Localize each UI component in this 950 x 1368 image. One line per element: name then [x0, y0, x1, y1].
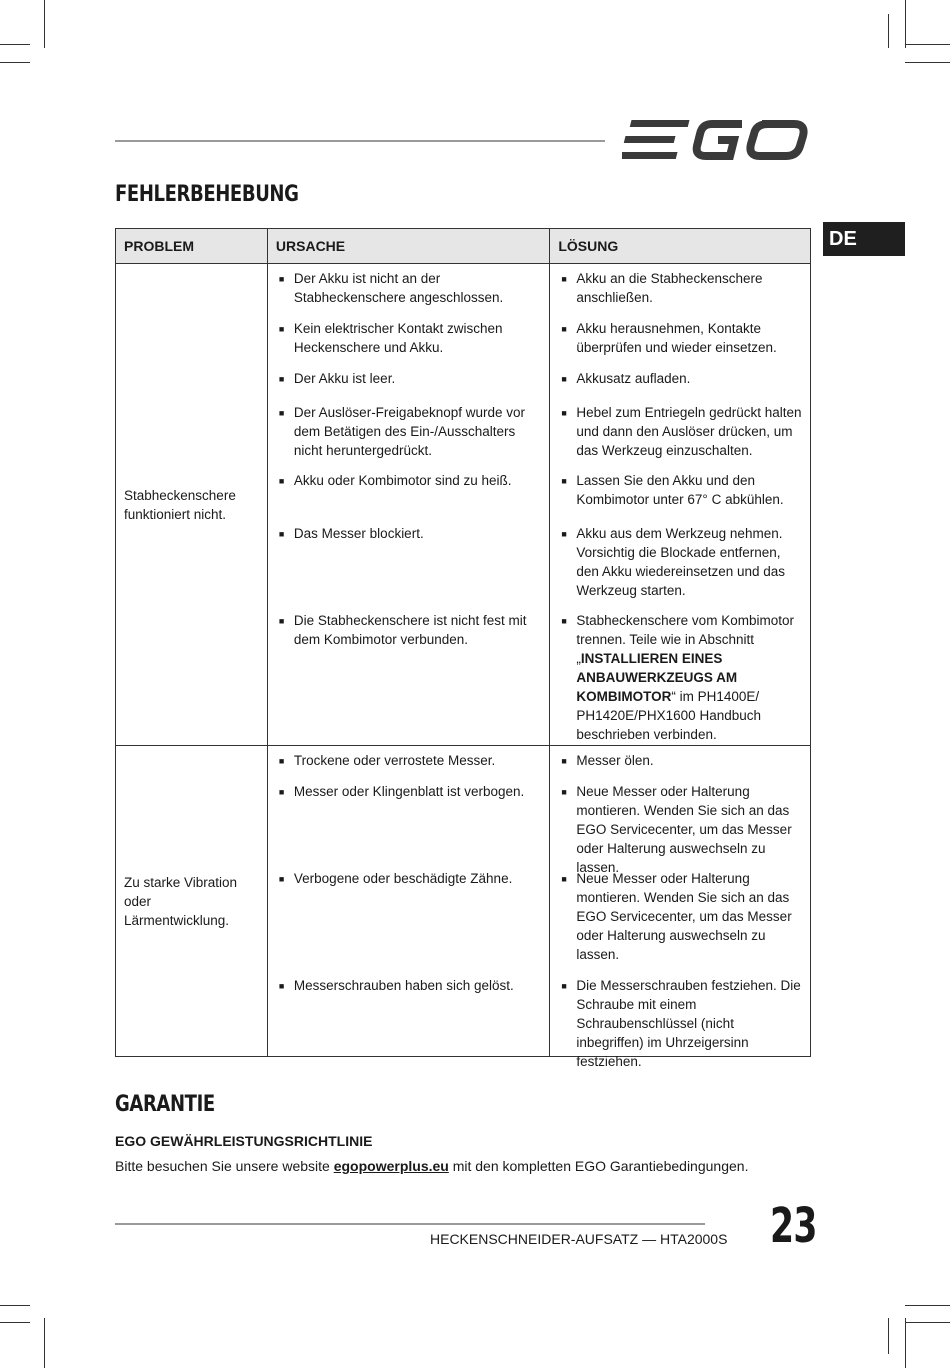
cause-text: Messerschrauben haben sich gelöst.: [293, 978, 514, 993]
solution-text: Hebel zum Entriegeln gedrückt halten und dann den Auslöser drücken, um das Werkzeug einzuschalten.: [576, 405, 802, 458]
crop-mark: [905, 62, 950, 63]
bullet-icon: ■: [561, 787, 567, 797]
warranty-title: GARANTIE: [115, 1092, 215, 1117]
crop-mark: [905, 1322, 950, 1323]
column-header-cause: URSACHE: [267, 229, 549, 264]
bullet-icon: ■: [278, 374, 285, 384]
cause-text: Der Akku ist nicht an der Stabheckenschere angeschlossen.: [293, 271, 504, 305]
cause-text: Das Messer blockiert.: [293, 526, 424, 541]
warranty-text-after: mit den kompletten EGO Garantiebedingungen.: [448, 1158, 749, 1174]
bullet-icon: ■: [561, 529, 567, 539]
crop-mark: [0, 1322, 30, 1323]
solution-text: Neue Messer oder Halterung montieren. Wenden Sie sich an das EGO Servicecenter, um das Messer oder Halterung auswechseln zu lassen.: [576, 784, 792, 875]
page-number: 23: [770, 1198, 817, 1254]
solution-text: Die Messerschrauben festziehen. Die Schraube mit einem Schraubenschlüssel (nicht inbegriffen) im Uhrzeigersinn festziehen.: [576, 978, 801, 1069]
header-rule: [115, 140, 605, 142]
warranty-text: [115, 1158, 748, 1174]
solution-text: Akku aus dem Werkzeug nehmen. Vorsichtig die Blockade entfernen, den Akku wiedereinsetzen und das Werkzeug starten.: [576, 526, 786, 598]
solution-cell: [550, 264, 811, 746]
section-title: FEHLERBEHEBUNG: [115, 182, 299, 207]
bullet-icon: ■: [278, 787, 285, 797]
cause-cell: [267, 264, 549, 746]
website-link[interactable]: egopowerplus.eu: [333, 1158, 449, 1174]
bullet-icon: ■: [561, 374, 567, 384]
crop-mark: [44, 1318, 45, 1368]
solution-text: Akkusatz aufladen.: [576, 371, 691, 386]
footer-product: HECKENSCHNEIDER-AUFSATZ — HTA2000S: [430, 1231, 728, 1247]
crop-mark: [0, 44, 30, 45]
column-header-problem: PROBLEM: [116, 229, 268, 264]
bullet-icon: ■: [278, 529, 285, 539]
bullet-icon: ■: [561, 874, 567, 884]
bullet-icon: ■: [561, 274, 567, 284]
bullet-icon: ■: [561, 756, 567, 766]
bullet-icon: ■: [278, 274, 285, 284]
language-tab: DE: [823, 222, 905, 256]
solution-text: Neue Messer oder Halterung montieren. Wenden Sie sich an das EGO Servicecenter, um das Messer oder Halterung auswechseln zu lassen.: [576, 871, 792, 962]
bullet-icon: ■: [278, 756, 285, 766]
cause-text: Kein elektrischer Kontakt zwischen Heckenschere und Akku.: [293, 321, 503, 355]
crop-mark: [44, 0, 45, 48]
problem-cell: Zu starke Vibration oder Lärmentwicklung.: [116, 746, 268, 1057]
solution-text: Akku herausnehmen, Kontakte überprüfen und wieder einsetzen.: [576, 321, 777, 355]
bullet-icon: ■: [561, 981, 567, 991]
bullet-icon: ■: [561, 408, 567, 418]
column-header-solution: LÖSUNG: [550, 229, 811, 264]
bullet-icon: ■: [278, 408, 285, 418]
crop-mark: [905, 1318, 906, 1368]
bullet-icon: ■: [278, 874, 285, 884]
crop-mark: [888, 1318, 889, 1354]
bullet-icon: ■: [561, 476, 567, 486]
solution-text: Akku an die Stabheckenschere anschließen.: [576, 271, 763, 305]
cause-cell: [267, 746, 549, 1057]
table-row: [116, 746, 811, 1057]
bullet-icon: ■: [278, 616, 285, 626]
solution-text: Messer ölen.: [576, 753, 654, 768]
crop-mark: [0, 1305, 30, 1306]
table-row: [116, 264, 811, 746]
warranty-subtitle: EGO GEWÄHRLEISTUNGSRICHTLINIE: [115, 1133, 373, 1149]
solution-text-part: “ im PH1400E/ PH1420E/PHX1600 Handbuch beschrieben verbinden.: [576, 689, 761, 742]
troubleshooting-table: [115, 228, 811, 1069]
ego-logo: [622, 118, 810, 162]
bullet-icon: ■: [278, 324, 285, 334]
cause-text: Trockene oder verrostete Messer.: [293, 753, 496, 768]
crop-mark: [905, 0, 906, 48]
crop-mark: [905, 1305, 950, 1306]
cause-text: Der Akku ist leer.: [293, 371, 396, 386]
solution-text-part: Stabheckenschere vom Kombimotor trennen. Teile wie in Abschnitt „: [576, 613, 794, 666]
cause-text: Die Stabheckenschere ist nicht fest mit dem Kombimotor verbunden.: [293, 613, 527, 647]
solution-cell: [550, 746, 811, 1069]
crop-mark: [0, 62, 30, 63]
crop-mark: [905, 44, 950, 45]
bullet-icon: ■: [561, 616, 567, 626]
bullet-icon: ■: [561, 324, 567, 334]
cause-text: Akku oder Kombimotor sind zu heiß.: [293, 473, 512, 488]
bullet-icon: ■: [278, 476, 285, 486]
cause-text: Der Auslöser-Freigabeknopf wurde vor dem Betätigen des Ein-/Ausschalters nicht heruntergedrückt.: [293, 405, 526, 458]
problem-cell: Stabheckenschere funktioniert nicht.: [116, 264, 268, 746]
solution-text: [576, 611, 804, 741]
crop-mark: [888, 14, 889, 48]
cause-text: Messer oder Klingenblatt ist verbogen.: [293, 784, 525, 799]
cause-text: Verbogene oder beschädigte Zähne.: [293, 871, 513, 886]
section-reference: INSTALLIEREN EINES ANBAUWERKZEUGS AM KOMBIMOTOR: [576, 651, 738, 704]
footer-rule: [115, 1223, 705, 1225]
table-header-row: [116, 229, 811, 264]
warranty-text-before: Bitte besuchen Sie unsere website: [115, 1158, 334, 1174]
bullet-icon: ■: [278, 981, 285, 991]
solution-text: Lassen Sie den Akku und den Kombimotor unter 67° C abkühlen.: [576, 473, 784, 507]
